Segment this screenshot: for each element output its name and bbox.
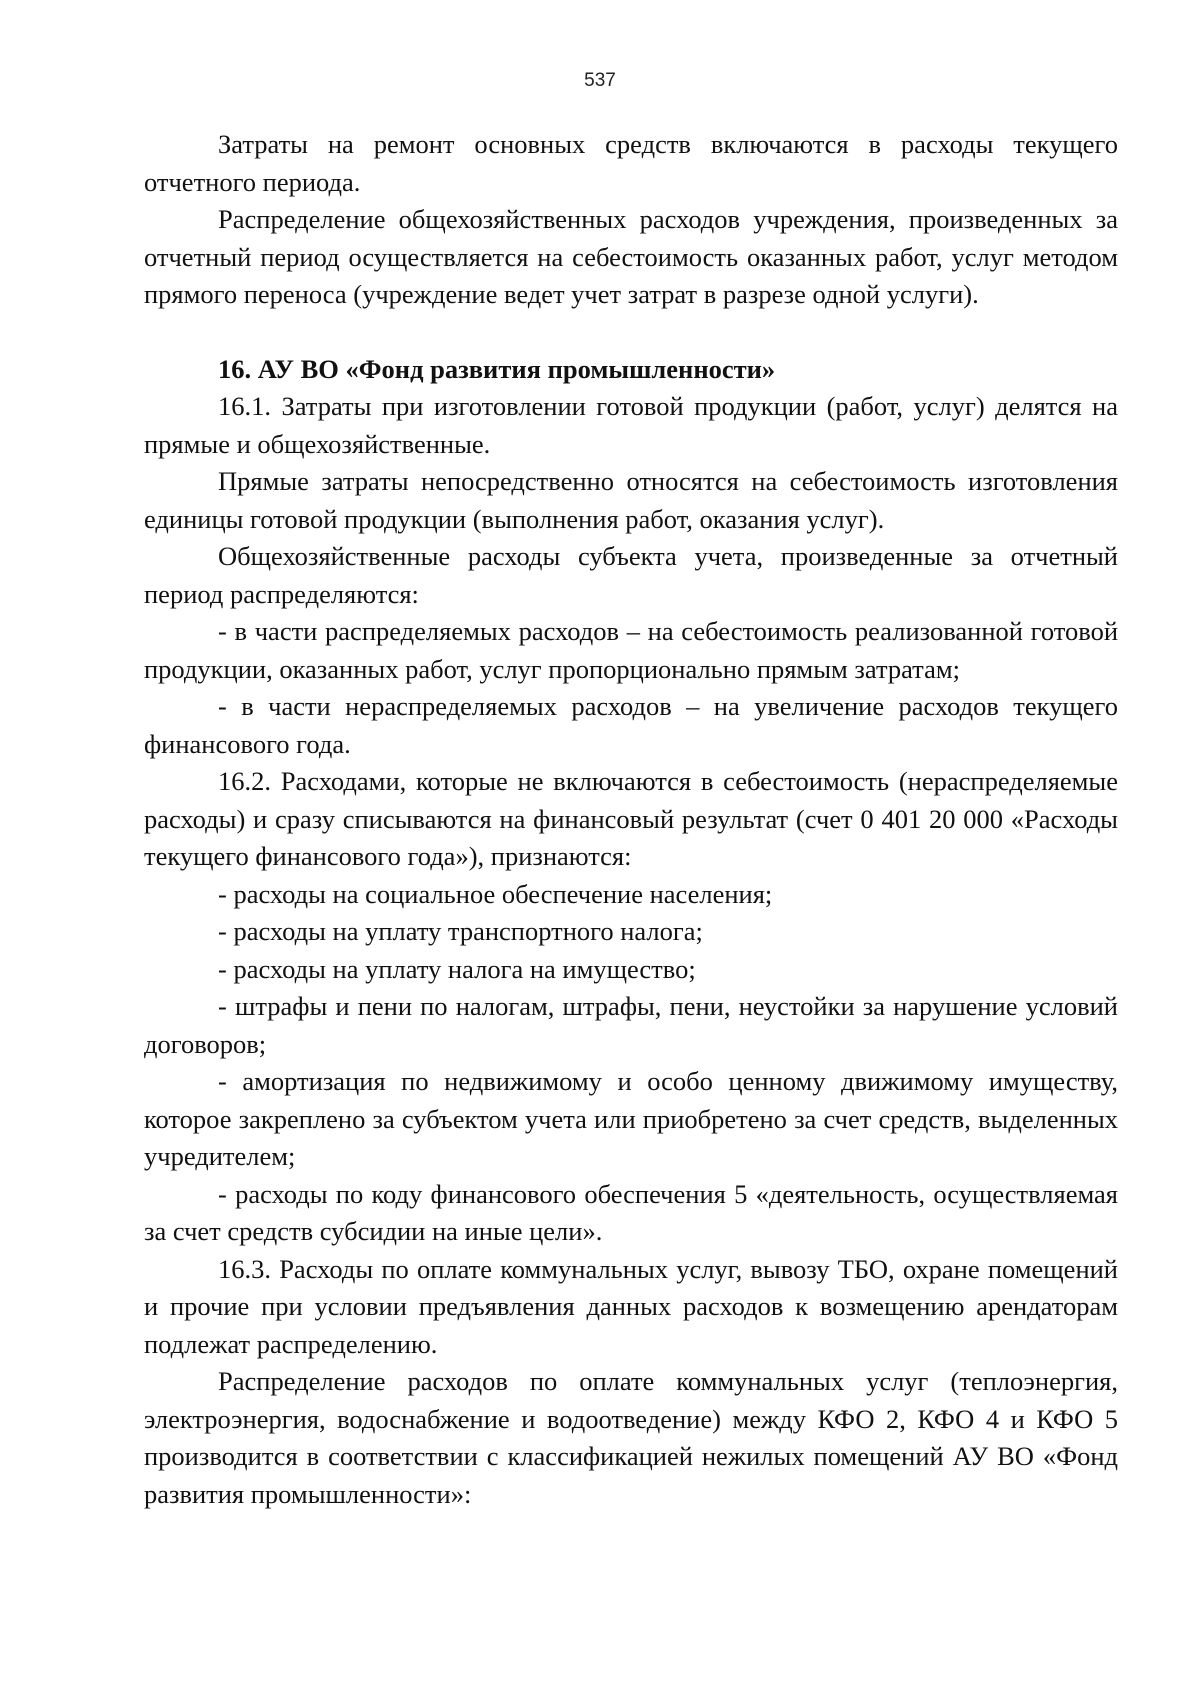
page-number: 537	[584, 70, 616, 91]
list-item-distributed: - в части распределяемых расходов – на себестоимость реализованной готовой продукции, оказанных работ, услуг пропорционально прямым затратам;	[144, 616, 1118, 684]
list-item-depreciation: - амортизация по недвижимому и особо ценному движимому имуществу, которое закреплено за субъектом учета или приобретено за счет средств, выделенных учредителем;	[144, 1066, 1118, 1171]
section-heading: 16. АУ ВО «Фонд развития промышленности»	[218, 353, 776, 384]
list-item-undistributed: - в части нераспределяемых расходов – на увеличение расходов текущего финансового года.	[144, 691, 1118, 759]
list-item-transport-tax: - расходы на уплату транспортного налога;	[218, 916, 703, 946]
paragraph-16-2: 16.2. Расходами, которые не включаются в себестоимость (нераспределяемые расходы) и сразу списываются на финансовый результат (счет 0 401 20 000 «Расходы текущего финансового года»), признаются:	[144, 766, 1118, 871]
paragraph-overhead-distribution: Распределение общехозяйственных расходов учреждения, произведенных за отчетный период осуществляется на себестоимость оказанных работ, услуг методом прямого переноса (учреждение ведет учет затрат в разрезе одной услуги).	[144, 204, 1118, 309]
list-item-kfo-5: - расходы по коду финансового обеспечения 5 «деятельность, осуществляемая за счет средств субсидии на иные цели».	[144, 1178, 1118, 1246]
list-item-property-tax: - расходы на уплату налога на имущество;	[218, 953, 696, 984]
paragraph-direct-costs: Прямые затраты непосредственно относятся на себестоимость изготовления единицы готовой продукции (выполнения работ, оказания услуг).	[144, 466, 1118, 534]
paragraph-overhead-costs: Общехозяйственные расходы субъекта учета, произведенные за отчетный период распределяются:	[144, 541, 1118, 609]
list-item-social: - расходы на социальное обеспечение населения;	[218, 878, 773, 909]
document-body	[144, 126, 1118, 1513]
paragraph-16-3: 16.3. Расходы по оплате коммунальных услуг, вывозу ТБО, охране помещений и прочие при условии предъявления данных расходов к возмещению арендаторам подлежат распределению.	[144, 1253, 1118, 1359]
list-item-fines: - штрафы и пени по налогам, штрафы, пени, неустойки за нарушение условий договоров;	[144, 991, 1118, 1059]
paragraph-utilities-distribution: Распределение расходов по оплате коммунальных услуг (теплоэнергия, электроэнергия, водоснабжение и водоотведение) между КФО 2, КФО 4 и КФО 5 производится в соответствии с классификацией нежилых помещений АУ ВО «Фонд развития промышленности»:	[144, 1366, 1118, 1509]
paragraph-16-1: 16.1. Затраты при изготовлении готовой продукции (работ, услуг) делятся на прямые и общехозяйственные.	[144, 391, 1118, 459]
paragraph-repair-costs: Затраты на ремонт основных средств включаются в расходы текущего отчетного периода.	[144, 129, 1118, 197]
